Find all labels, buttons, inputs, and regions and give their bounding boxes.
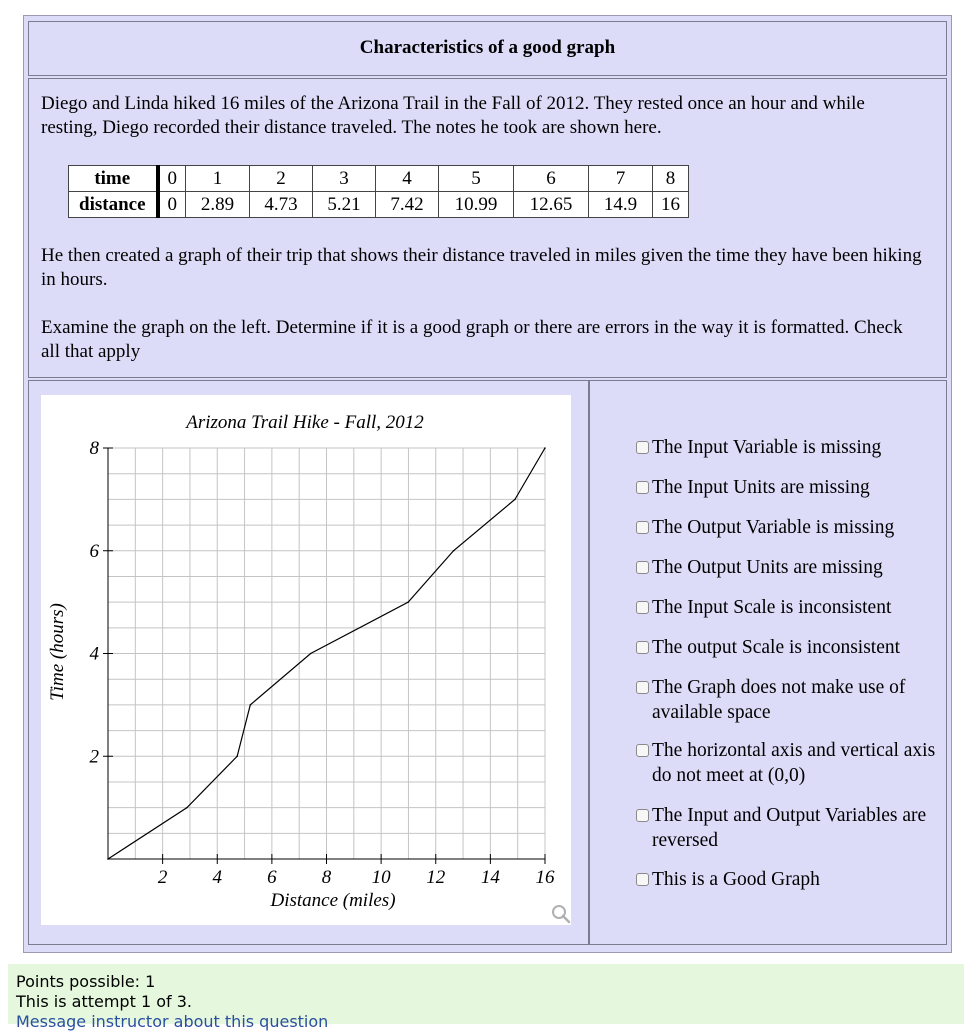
checkbox[interactable] [636, 521, 649, 534]
data-table [68, 165, 689, 218]
table-row-header: distance [69, 192, 158, 218]
intro-text: Diego and Linda hiked 16 miles of the Arizona Trail in the Fall of 2012. They rested once an hour and while resting, Diego recorded their distance traveled. The notes he took are shown here. [41, 93, 865, 138]
table-cell: 7 [589, 166, 653, 192]
data-point [407, 601, 409, 603]
table-cell: 1 [186, 166, 250, 192]
table-cell: 6 [514, 166, 589, 192]
table-cell: 10.99 [439, 192, 514, 218]
table-cell: 5 [439, 166, 514, 192]
data-point [453, 550, 455, 552]
option-output-units-missing[interactable] [636, 555, 936, 580]
option-label: The horizontal axis and vertical axis do not meet at (0,0) [652, 740, 936, 786]
table-cell: 2 [250, 166, 313, 192]
attempt-info: This is attempt 1 of 3. [16, 992, 192, 1011]
checkbox[interactable] [636, 601, 649, 614]
instructions-text: Examine the graph on the left. Determine if it is a good graph or there are errors in the way it is formatted. Check all that apply [41, 317, 903, 362]
data-point [236, 755, 238, 757]
table-cell: 2.89 [186, 192, 250, 218]
table-cell: 4 [376, 166, 439, 192]
table-cell: 7.42 [376, 192, 439, 218]
y-tick-label: 8 [89, 438, 99, 459]
checkbox[interactable] [636, 561, 649, 574]
page-title: Characteristics of a good graph [359, 37, 616, 58]
graph-description-text: He then created a graph of their trip that shows their distance traveled in miles given the time they have been hiking in hours. [41, 245, 922, 290]
x-tick-label: 12 [426, 867, 446, 888]
x-tick-label: 14 [480, 867, 500, 888]
checkbox[interactable] [636, 873, 649, 886]
option-label: This is a Good Graph [652, 869, 820, 890]
option-label: The Input Units are missing [652, 477, 870, 498]
option-label: The output Scale is inconsistent [652, 637, 901, 658]
table-cell: 12.65 [514, 192, 589, 218]
option-good-graph[interactable] [636, 867, 936, 892]
option-output-variable-missing[interactable] [636, 515, 936, 540]
option-input-scale-inconsistent[interactable] [636, 595, 936, 620]
option-axes-origin[interactable] [636, 738, 936, 788]
checkbox[interactable] [636, 744, 649, 757]
options-panel [589, 380, 947, 945]
option-label: The Graph does not make use of available space [652, 677, 906, 723]
line-chart [41, 395, 571, 925]
table-cell: 4.73 [250, 192, 313, 218]
table-cell: 14.9 [589, 192, 653, 218]
checkbox[interactable] [636, 681, 649, 694]
table-cell: 5.21 [313, 192, 376, 218]
data-point [249, 704, 251, 706]
data-point [544, 447, 546, 449]
chart-container [41, 395, 571, 925]
x-tick-label: 6 [267, 867, 277, 888]
x-axis-label: Distance (miles) [270, 890, 396, 911]
y-tick-label: 4 [89, 643, 99, 665]
option-graph-space[interactable] [636, 675, 936, 725]
x-tick-label: 4 [212, 867, 222, 888]
option-label: The Input and Output Variables are reversed [652, 805, 927, 851]
zoom-icon[interactable] [553, 906, 569, 922]
option-input-units-missing[interactable] [636, 475, 936, 500]
checkbox[interactable] [636, 481, 649, 494]
y-tick-label: 2 [89, 746, 99, 768]
points-possible: Points possible: 1 [16, 972, 156, 991]
question-body [28, 78, 947, 378]
option-variables-reversed[interactable] [636, 803, 936, 853]
option-label: The Output Variable is missing [652, 517, 895, 538]
data-point [514, 499, 516, 501]
option-label: The Output Units are missing [652, 557, 883, 578]
table-cell: 3 [313, 166, 376, 192]
y-tick-label: 6 [89, 540, 99, 562]
table-row [69, 166, 689, 192]
option-label: The Input Scale is inconsistent [652, 597, 892, 618]
data-point [310, 653, 312, 655]
title-box [28, 21, 947, 76]
y-axis-label: Time (hours) [47, 603, 68, 701]
table-cell: 8 [653, 166, 689, 192]
x-tick-label: 2 [157, 867, 168, 888]
table-row [69, 192, 689, 218]
data-point [107, 858, 109, 860]
x-tick-label: 8 [321, 867, 332, 888]
message-instructor-link[interactable]: Message instructor about this question [16, 1012, 329, 1031]
data-point [186, 807, 188, 809]
option-input-variable-missing[interactable] [636, 435, 936, 460]
table-row-header: time [69, 166, 158, 192]
checkbox[interactable] [636, 441, 649, 454]
chart-title: Arizona Trail Hike - Fall, 2012 [186, 412, 424, 433]
option-output-scale-inconsistent[interactable] [636, 635, 936, 660]
footer [8, 964, 964, 1031]
option-label: The Input Variable is missing [652, 437, 882, 458]
table-cell: 0 [158, 166, 186, 192]
table-cell: 0 [158, 192, 186, 218]
table-cell: 16 [653, 192, 689, 218]
checkbox[interactable] [636, 809, 649, 822]
x-tick-label: 10 [371, 867, 391, 888]
checkbox[interactable] [636, 641, 649, 654]
x-tick-label: 16 [535, 867, 555, 888]
